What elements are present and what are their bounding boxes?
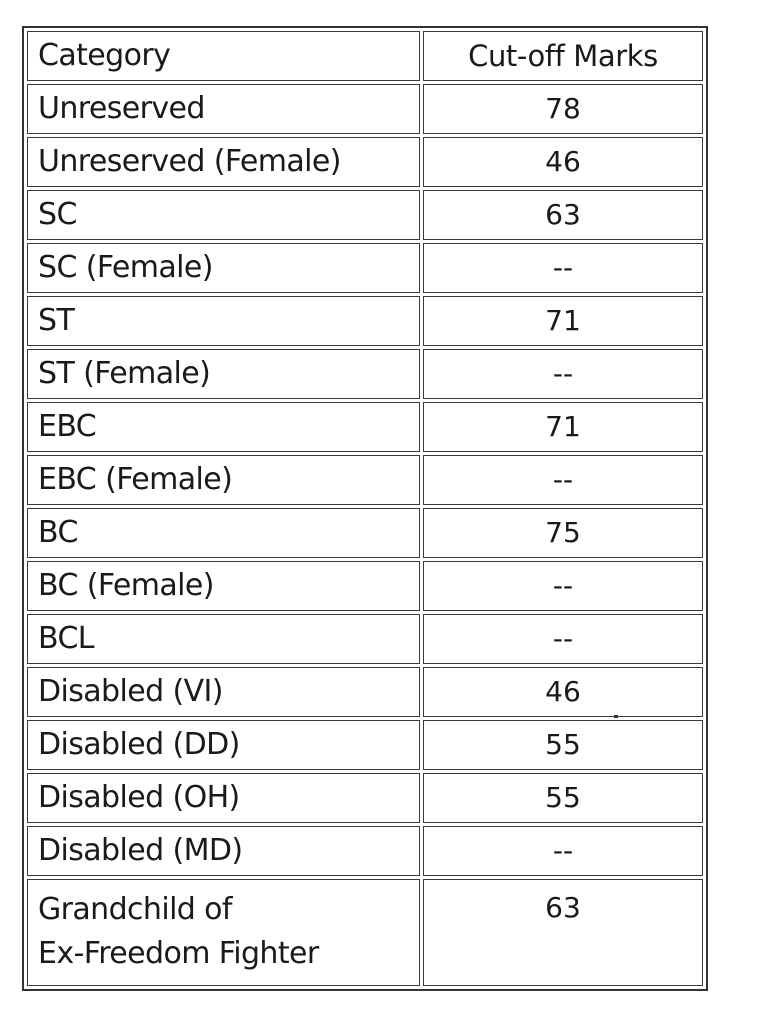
row-category: Unreserved (Female) xyxy=(27,137,420,187)
header-cutoff-marks: Cut-off Marks xyxy=(423,31,703,81)
row-category: EBC (Female) xyxy=(27,455,420,505)
row-marks: 78 xyxy=(423,84,703,134)
row-category: BC xyxy=(27,508,420,558)
row-marks: 63 xyxy=(423,190,703,240)
row-category: ST xyxy=(27,296,420,346)
row-marks: -- xyxy=(423,561,703,611)
row-marks: 63 xyxy=(423,879,703,986)
row-category: EBC xyxy=(27,402,420,452)
table-row xyxy=(27,667,703,717)
table-row xyxy=(27,614,703,664)
row-marks: -- xyxy=(423,826,703,876)
table-row xyxy=(27,826,703,876)
table-row xyxy=(27,402,703,452)
row-marks: -- xyxy=(423,614,703,664)
table-row xyxy=(27,508,703,558)
row-category-line1: Grandchild of xyxy=(38,892,232,927)
row-category: SC (Female) xyxy=(27,243,420,293)
table-row xyxy=(27,720,703,770)
row-marks: 75 xyxy=(423,508,703,558)
row-marks: -- xyxy=(423,349,703,399)
row-category: SC xyxy=(27,190,420,240)
cutoff-table xyxy=(24,28,706,989)
row-marks: 46 xyxy=(423,137,703,187)
row-marks: 55 xyxy=(423,720,703,770)
row-marks: 55 xyxy=(423,773,703,823)
row-marks: 71 xyxy=(423,402,703,452)
row-marks: -- xyxy=(423,455,703,505)
row-marks: -- xyxy=(423,243,703,293)
row-category: Disabled (MD) xyxy=(27,826,420,876)
row-marks: 71 xyxy=(423,296,703,346)
cutoff-marks-table xyxy=(22,26,708,991)
row-category: Disabled (VI) xyxy=(27,667,420,717)
row-category: Disabled (OH) xyxy=(27,773,420,823)
table-row xyxy=(27,455,703,505)
row-category xyxy=(27,879,420,986)
row-category-line2: Ex-Freedom Fighter xyxy=(38,936,319,971)
scan-speck xyxy=(614,715,618,718)
header-category: Category xyxy=(27,31,420,81)
row-category: Disabled (DD) xyxy=(27,720,420,770)
table-row xyxy=(27,190,703,240)
table-row xyxy=(27,84,703,134)
row-category: Unreserved xyxy=(27,84,420,134)
table-row xyxy=(27,349,703,399)
row-category: ST (Female) xyxy=(27,349,420,399)
table-row xyxy=(27,137,703,187)
table-row xyxy=(27,773,703,823)
table-row xyxy=(27,243,703,293)
header-row xyxy=(27,31,703,81)
row-marks: 46 xyxy=(423,667,703,717)
table-row xyxy=(27,296,703,346)
table-row xyxy=(27,561,703,611)
row-category: BCL xyxy=(27,614,420,664)
table-row-grandchild xyxy=(27,879,703,986)
row-category: BC (Female) xyxy=(27,561,420,611)
